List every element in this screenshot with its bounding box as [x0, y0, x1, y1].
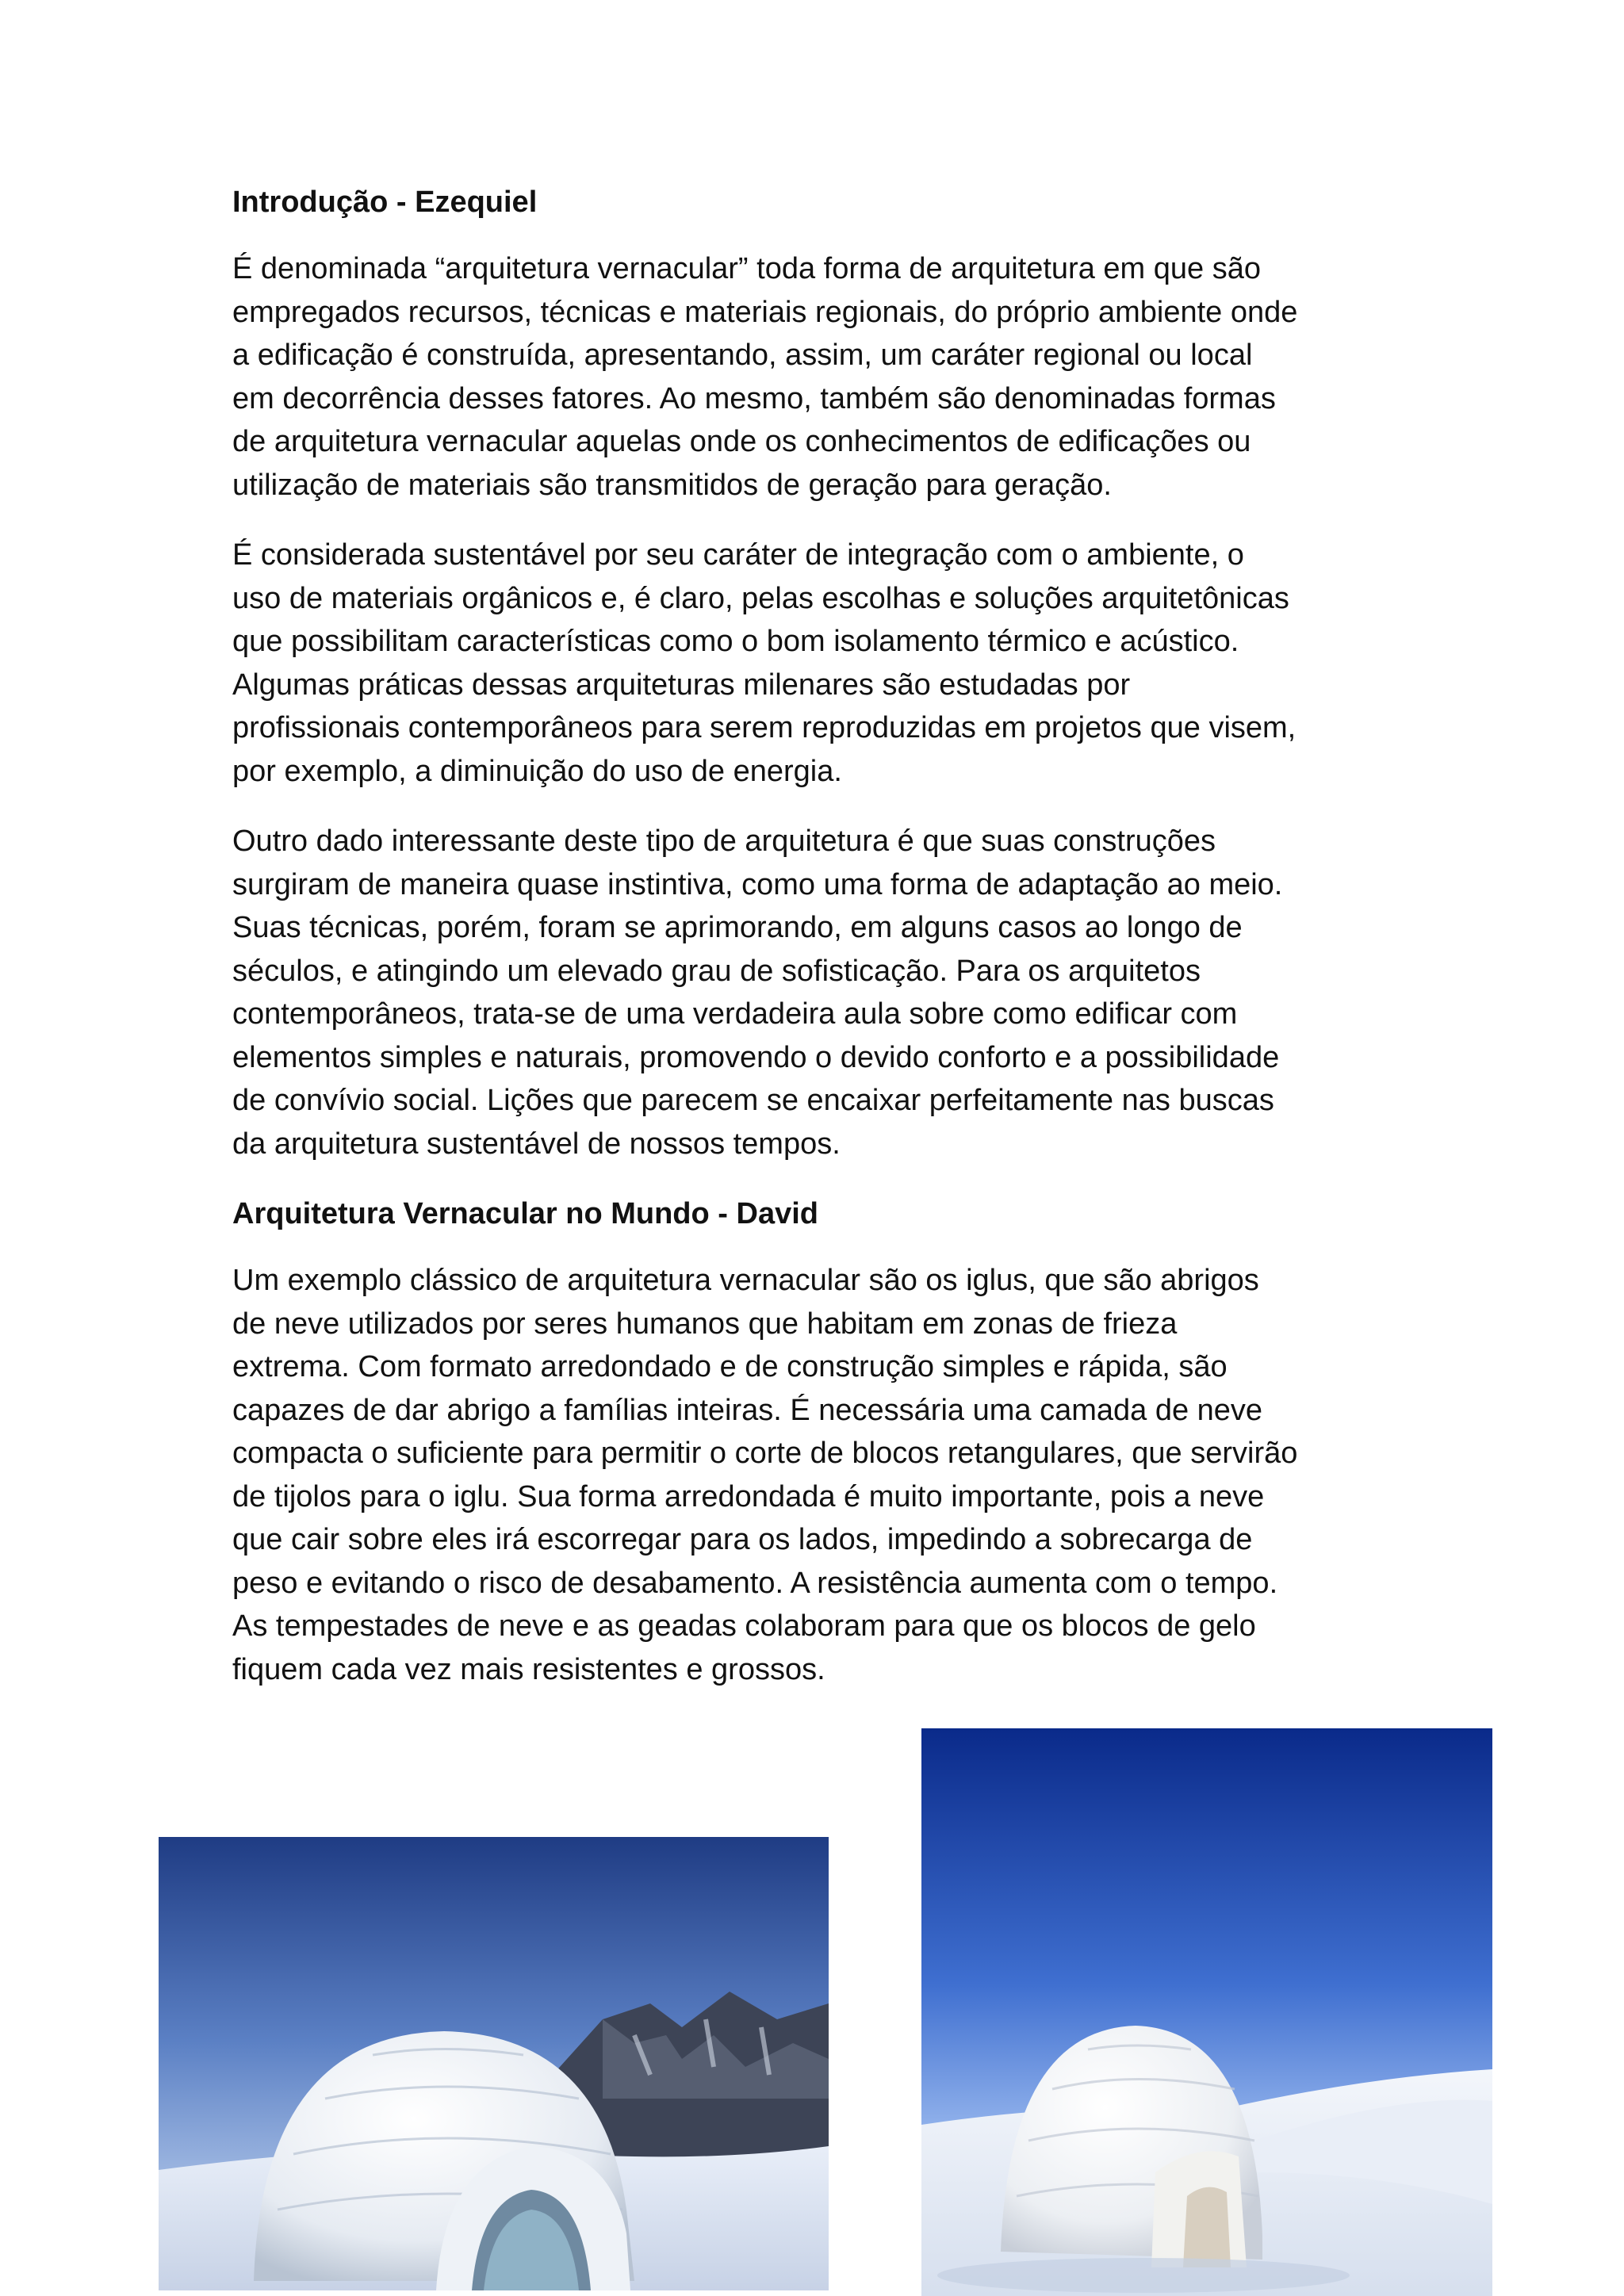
paragraph-3: Outro dado interessante deste tipo de arquitetura é que suas construções surgiram de maneira quase instintiva, como uma forma de adaptação ao meio. Suas técnicas, porém, foram se aprimorando, em alguns casos ao longo de séculos, e atingindo um elevado grau de sofisticação. Para os arquitetos contemporâneos, trata-se de uma verdadeira aula sobre como edificar com elementos simples e naturais, promovendo o devido conforto e a possibilidade de convívio social. Lições que parecem se encaixar perfeitamente nas buscas da arquitetura sustentável de nossos tempos.	[232, 825, 1283, 1161]
paragraph-1: É denominada “arquitetura vernacular” toda forma de arquitetura em que são empregados recursos, técnicas e materiais regionais, do próprio ambiente onde a edificação é construída, apresentando, assim, um caráter regional ou local em decorrência desses fatores. Ao mesmo, também são denominadas formas de arquitetura vernacular aquelas onde os conhecimentos de edificações ou utilização de materiais são transmitidos de geração para geração.	[232, 252, 1298, 502]
section-heading-arquitetura-mundo: Arquitetura Vernacular no Mundo - David	[232, 1197, 818, 1230]
section-heading-introducao: Introdução - Ezequiel	[232, 186, 538, 219]
paragraph-2: É considerada sustentável por seu caráter de integração com o ambiente, o uso de materiais orgânicos e, é claro, pelas escolhas e soluções arquitetônicas que possibilitam características como o bom isolamento térmico e acústico. Algumas práticas dessas arquiteturas milenares são estudadas por profissionais contemporâneos para serem reproduzidas em projetos que visem, por exemplo, a diminuição do uso de energia.	[232, 538, 1297, 788]
igloo-blue-sky-photo	[921, 1728, 1492, 2296]
paragraph-4: Um exemplo clássico de arquitetura vernacular são os iglus, que são abrigos de neve utilizados por seres humanos que habitam em zonas de frieza extrema. Com formato arredondado e de construção simples e rápida, são capazes de dar abrigo a famílias inteiras. É necessária uma camada de neve compacta o suficiente para permitir o corte de blocos retangulares, que servirão de tijolos para o iglu. Sua forma arredondada é muito importante, pois a neve que cair sobre eles irá escorregar para os lados, impedindo a sobrecarga de peso e evitando o risco de desabamento. A resistência aumenta com o tempo. As tempestades de neve e as geadas colaboram para que os blocos de gelo fiquem cada vez mais resistentes e grossos.	[232, 1264, 1298, 1686]
text-column	[232, 181, 1406, 1718]
igloo-mountains-photo	[159, 1837, 829, 2290]
